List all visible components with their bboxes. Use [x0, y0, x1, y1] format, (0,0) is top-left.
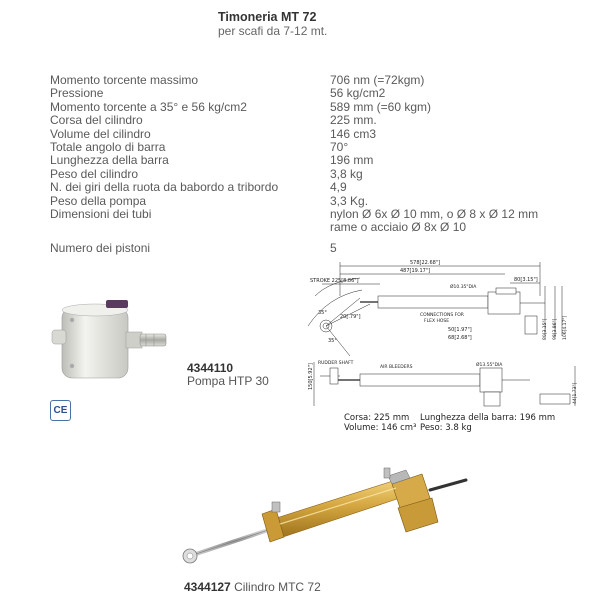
spec-value-second-line: rame o acciaio Ø 8x Ø 10: [330, 220, 467, 235]
drawing-label: 578[22.68"]: [410, 260, 441, 266]
drawing-label: 50[1.97"]: [448, 327, 472, 333]
spec-row: [50, 195, 590, 208]
spec-row: [50, 221, 590, 234]
drawing-label: 487[19.17"]: [400, 268, 431, 274]
spec-value: 4,9: [330, 180, 347, 195]
drawing-label: RUDDER SHAFT: [318, 361, 354, 366]
spec-value: 5: [330, 240, 337, 255]
pump-name: Pompa HTP 30: [187, 374, 269, 388]
spec-row: [50, 154, 590, 167]
spec-value: 196 mm: [330, 153, 374, 168]
cylinder-photo: [170, 462, 470, 574]
cylinder-code: 4344127: [184, 580, 231, 594]
drawing-caption-right: Lunghezza della barra: 196 mm Peso: 3.8 kg: [420, 413, 556, 433]
drawing-label: 80[3.15"]: [514, 277, 538, 283]
spec-value: 56 kg/cm2: [330, 86, 386, 101]
drawing-caption-left: Corsa: 225 mm Volume: 146 cm³: [344, 413, 417, 433]
spec-label: Momento torcente massimo: [50, 73, 199, 87]
page-subtitle: per scafi da 7-12 mt.: [218, 24, 328, 38]
spec-row: [50, 141, 590, 154]
drawing-label: 44[1.73"]: [573, 382, 578, 404]
drawing-label: 98[3.86"]: [553, 318, 558, 340]
spec-row: [50, 87, 590, 100]
page-title: Timoneria MT 72: [218, 10, 317, 24]
pump-photo: [50, 294, 185, 390]
spec-label: Dimensioni dei tubi: [50, 207, 152, 222]
spec-label: Lunghezza della barra: [50, 153, 169, 168]
spec-value: 146 cm3: [330, 126, 377, 141]
drawing-label: Ø13.55"DIA: [476, 363, 503, 368]
drawing-label: 80[3.15"]: [543, 318, 548, 340]
spec-row: [50, 101, 590, 114]
spec-row: [50, 208, 590, 221]
drawing-label: 106[4.17"]: [563, 315, 568, 340]
drawing-label: 35°: [318, 310, 327, 316]
spec-value: 706 nm (=72kgm): [330, 73, 425, 87]
spec-row: [50, 242, 590, 255]
drawing-label: CONNECTIONS FOR: [420, 313, 464, 318]
spec-row: [50, 74, 590, 87]
ce-mark-icon: CE: [50, 400, 71, 421]
pump-code: 4344110: [187, 361, 234, 375]
drawing-label: 68[2.68"]: [448, 335, 472, 341]
spec-row: [50, 181, 590, 194]
spec-value: 589 mm (=60 kgm): [330, 99, 432, 114]
cylinder-name: Cilindro MTC 72: [234, 580, 321, 594]
spec-row: [50, 128, 590, 141]
spec-value: 225 mm.: [330, 113, 377, 128]
spec-label: N. dei giri della ruota da babordo a tribordo: [50, 180, 279, 195]
spec-label: Peso del cilindro: [50, 166, 139, 181]
page-header: [218, 10, 327, 38]
spec-row: [50, 168, 590, 181]
drawing-label: FLEX HOSE: [424, 319, 450, 324]
spec-label: Totale angolo di barra: [50, 140, 166, 155]
spec-label: Numero dei pistoni: [50, 240, 151, 255]
spec-value: 3,3 Kg.: [330, 193, 369, 208]
cylinder-label: [184, 580, 321, 594]
spec-label: Peso della pompa: [50, 193, 147, 208]
drawing-label: 20[.79"]: [340, 314, 361, 320]
spec-value: 3,8 kg: [330, 166, 363, 181]
spec-row: [50, 114, 590, 127]
drawing-label: STROKE 225[8.86"]: [310, 278, 359, 284]
technical-drawing: [300, 256, 600, 436]
drawing-label: Ø10.35"DIA: [450, 285, 477, 290]
spec-value: 70°: [330, 140, 349, 155]
spec-label: Pressione: [50, 86, 104, 101]
spec-label: Corsa del cilindro: [50, 113, 143, 128]
drawing-label: 150[5.92"]: [308, 363, 314, 390]
spec-label: Volume del cilindro: [50, 126, 151, 141]
drawing-label: 35°: [328, 338, 337, 344]
spec-value: nylon Ø 6x Ø 10 mm, o Ø 8 x Ø 12 mm: [330, 207, 539, 222]
spec-table: [50, 74, 590, 255]
spec-label: Momento torcente a 35° e 56 kg/cm2: [50, 99, 247, 114]
drawing-label: AIR BLEEDERS: [380, 365, 413, 370]
